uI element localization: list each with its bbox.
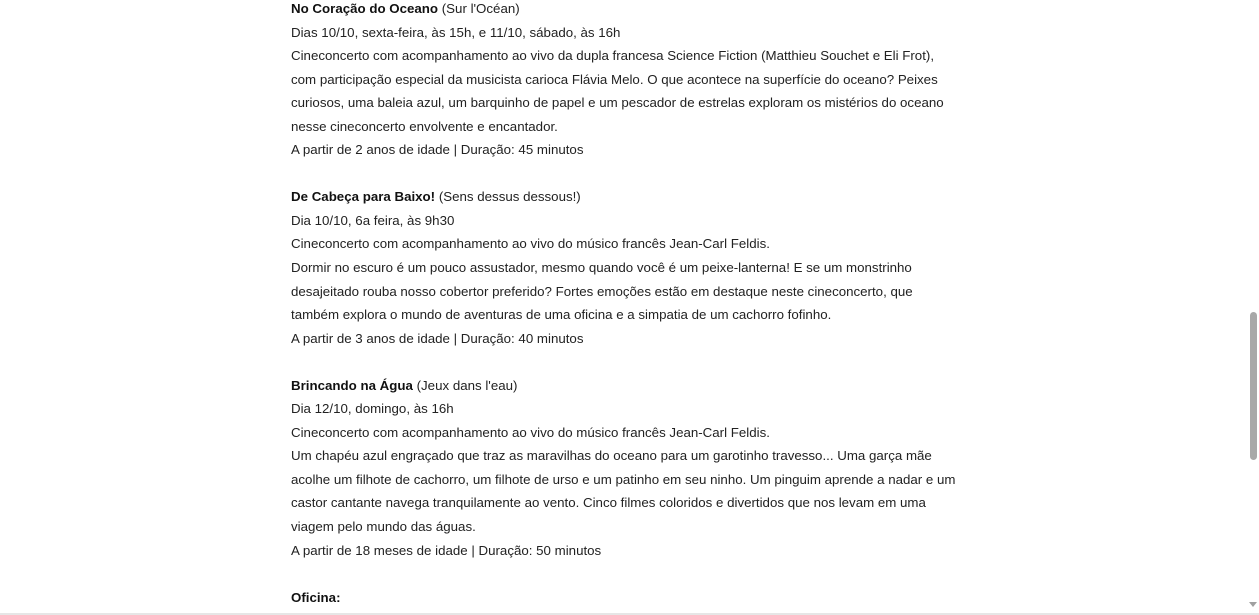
event-section	[291, 374, 971, 562]
event-description-line: com participação especial da musicista carioca Flávia Melo. O que acontece na superfície do oceano? Peixes	[291, 71, 938, 87]
event-description-line: curiosos, uma baleia azul, um barquinho de papel e um pescador de estrelas exploram os mistérios do oceano	[291, 95, 944, 111]
event-info: A partir de 18 meses de idade | Duração: 50 minutos	[291, 542, 602, 558]
event-date: Dia 10/10, 6a feira, às 9h30	[291, 212, 455, 228]
section-gap	[291, 350, 971, 374]
event-info: A partir de 3 anos de idade | Duração: 40 minutos	[291, 330, 584, 346]
event-original-title: (Sens dessus dessous!)	[438, 189, 581, 205]
scroll-down-arrow-icon[interactable]	[1249, 602, 1257, 607]
event-description-line: desajeitado rouba nosso cobertor preferido? Fortes emoções estão em destaque neste cineconcerto, que	[291, 283, 913, 299]
event-date: Dias 10/10, sexta-feira, às 15h, e 11/10, sábado, às 16h	[291, 24, 621, 40]
event-description-line: também explora o mundo de aventuras de uma oficina e a simpatia de um cachorro fofinho.	[291, 307, 832, 323]
event-description-line: Cineconcerto com acompanhamento ao vivo da dupla francesa Science Fiction (Matthieu Souchet e Eli Frot),	[291, 48, 935, 64]
vertical-scrollbar[interactable]	[1247, 0, 1259, 615]
event-heading	[291, 374, 971, 398]
event-original-title: (Sur l'Océan)	[441, 1, 520, 16]
event-title: De Cabeça para Baixo!	[291, 189, 436, 205]
event-description-line: castor cantante navega tranquilamente ao vento. Cinco filmes coloridos e divertidos que nos levam em uma	[291, 495, 926, 511]
event-description-line: acolhe um filhote de cachorro, um filhote de urso e um patinho em seu ninho. Um pinguim aprende a nadar e um	[291, 471, 956, 487]
event-info: A partir de 2 anos de idade | Duração: 45 minutos	[291, 142, 584, 158]
event-description-line: Cineconcerto com acompanhamento ao vivo do músico francês Jean-Carl Feldis.	[291, 236, 770, 252]
event-section	[291, 185, 971, 350]
scrollbar-thumb[interactable]	[1250, 312, 1257, 460]
event-date: Dia 12/10, domingo, às 16h	[291, 401, 454, 417]
event-description-line: Dormir no escuro é um pouco assustador, mesmo quando você é um peixe-lanterna! E se um monstrinho	[291, 260, 912, 276]
event-description-line: Um chapéu azul engraçado que traz as maravilhas do oceano para um garotinho travesso... Uma garça mãe	[291, 448, 932, 464]
event-description-line: Cineconcerto com acompanhamento ao vivo do músico francês Jean-Carl Feldis.	[291, 424, 770, 440]
event-heading	[291, 185, 971, 209]
event-original-title: (Jeux dans l'eau)	[416, 377, 518, 393]
event-title: No Coração do Oceano	[291, 1, 439, 16]
event-section	[291, 0, 971, 162]
event-description-line: nesse cineconcerto envolvente e encantador.	[291, 118, 558, 134]
workshop-heading: Oficina:	[291, 589, 341, 605]
article-body	[291, 0, 971, 609]
event-title: Brincando na Água	[291, 377, 413, 393]
section-gap	[291, 162, 971, 186]
section-gap	[291, 562, 971, 586]
event-description-line: viagem pelo mundo das águas.	[291, 519, 476, 535]
event-heading	[291, 0, 971, 21]
